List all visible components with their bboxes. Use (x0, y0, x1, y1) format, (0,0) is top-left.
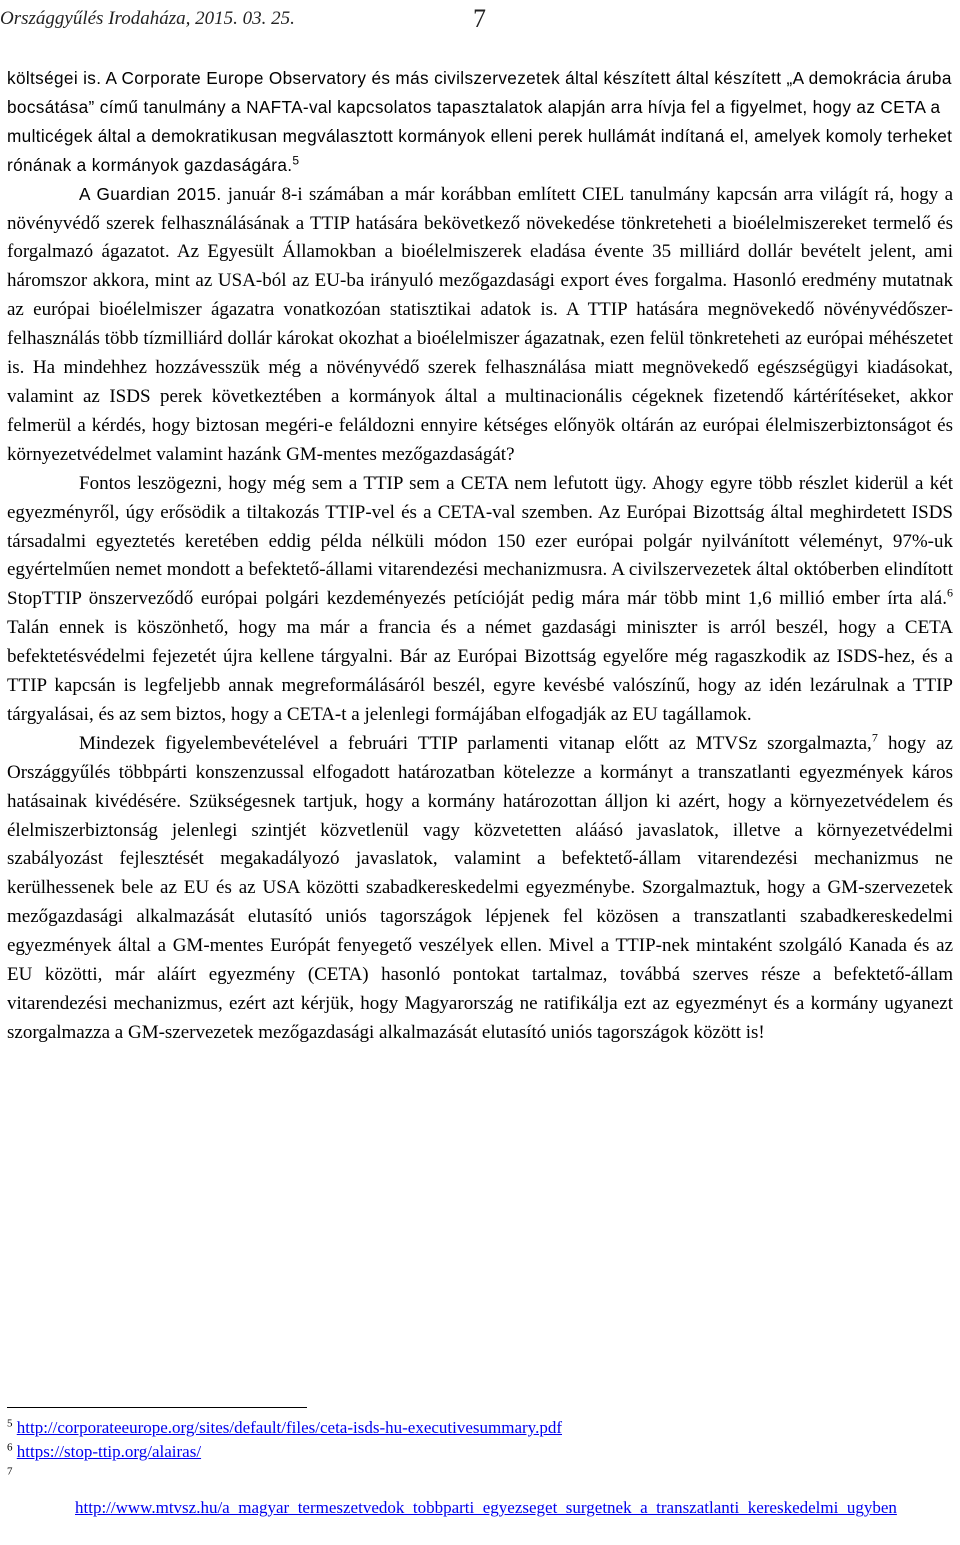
page-header (0, 4, 960, 40)
footnote-7-link-wrapper (75, 1496, 955, 1520)
header-title: Országgyűlés Irodaháza, 2015. 03. 25. (0, 8, 295, 29)
footnote-separator (7, 1407, 307, 1408)
paragraph-1-text: költségei is. A Corporate Europe Observatory és más civilszervezetek által készített által készített „A demokrácia áruba bocsátása” című tanulmány a NAFTA-val kapcsolatos tapasztalatok alapján arra hívja fel a figyelmet, hogy az CETA a multicégek által a demokratikusan megválasztott kormányok elleni perek hullámát indítaná el, amelyek komoly terheket rónának a kormányok gazdaságára. (7, 68, 953, 175)
footnote-5-link[interactable]: http://corporateeurope.org/sites/default/files/ceta-isds-hu-executivesummary.pdf (16, 1418, 562, 1437)
footnote-ref-5: 5 (292, 152, 300, 167)
paragraph-3-text-a: Fontos leszögezni, hogy még sem a TTIP sem a CETA nem lefutott ügy. Ahogy egyre több részlet kiderül a két egyezményről, úgy erősödik a tiltakozás TTIP-vel és a CETA-val szemben. Az Európai Bizottság által meghirdetett ISDS társadalmi egyeztetés keretében eddig példa nélküli módon 150 ezer európai polgár nyilvánított véleményt, 97%-uk egyértelműen nemet mondott a befektető-állami vitarendezési mechanizmusra. A civilszervezetek által októberben elindított StopTTIP önszerveződő európai polgári kezdeményezés petícióját pedig mára már több mint 1,6 millió ember írta alá. (7, 472, 953, 610)
footnote-ref-6: 6 (947, 585, 953, 600)
footnote-ref-7: 7 (871, 730, 878, 745)
footnote-5-number: 5 (7, 1417, 13, 1430)
paragraph-2-text: január 8-i számában a már korábban említett CIEL tanulmány kapcsán arra világít rá, hogy a növényvédő szerek felhasználásának a TTIP hatására bekövetkező növekedése tönkreteheti a bioélelmiszereket termelő és forgalmazó ágazatot. Az Egyesült Államokban a bioélelmiszerek eladása évente 35 milliárd dollár bevételt jelent, ami háromszor akkora, mint az USA-ból az EU-ba irányuló mezőgazdasági export éves forgalma. Hasonló eredmény mutatnak az európai bioélelmiszer ágazatra vonatkozóan statisztikai adatok is. A TTIP hatására megnövekedő növényvédőszer-felhasználás több tízmilliárd dollár károkat okozhat a bioélelmiszer ágazatnak, ezen felül tönkreteheti az európai méhészetet is. Ha mindehhez hozzávesszük még a növényvédő szerek felhasználása miatt megnövekedő egészségügyi kiadásokat, valamint az ISDS perek következtében a kormányok által a multinacionális cégeknek fizetendő kártérítéseket, akkor felmerül a kérdés, hogy biztosan megéri-e feláldozni ennyire kétséges előnyök oltárán az európai élelmiszerbiztonságot és környezetvédelmet valamint hazánk GM-mentes mezőgazdaságát? (7, 183, 953, 465)
page-number: 7 (473, 4, 486, 33)
footnote-5 (7, 1416, 953, 1440)
paragraph-3 (7, 470, 953, 730)
paragraph-1 (7, 64, 953, 180)
paragraph-2 (7, 180, 953, 470)
paragraph-3-text-b: Talán ennek is köszönhető, hogy ma már a francia és a német gazdasági miniszter is arról beszél, hogy a CETA befektetésvédelmi fejezetét újra kellene tárgyalni. Bár az Európai Bizottság egyelőre még ragaszkodik az ISDS-hez, és a TTIP kapcsán is legfeljebb annak megreformálásáról beszél, egyre kevésbé valószínű, hogy az idén lezárulnak a TTIP tárgyalásai, és az sem biztos, hogy a CETA-t a jelenlegi formájában elfogadják az EU tagállamok. (7, 617, 953, 725)
document-body (7, 64, 953, 1048)
footnote-7-link[interactable]: http://www.mtvsz.hu/a_magyar_termeszetvedok_tobbparti_egyezseget_surgetnek_a_transzatlanti_kereskedelmi_ugyben (75, 1498, 897, 1517)
footnote-7-number: 7 (7, 1465, 13, 1478)
paragraph-4-text-a: Mindezek figyelembevételével a februári TTIP parlamenti vitanap előtt az MTVSz szorgalmazta, (79, 732, 872, 754)
footnote-7 (7, 1464, 953, 1488)
footnote-6-number: 6 (7, 1441, 13, 1454)
footnote-6 (7, 1440, 953, 1464)
paragraph-4-text-b: hogy az Országgyűlés többpárti konszenzussal elfogadott határozatban kötelezze a kormányt a transzatlanti egyezmények káros hatásainak kivédésére. Szükségesnek tartjuk, hogy a kormány határozottan álljon ki azért, hogy a környezetvédelem és élelmiszerbiztonság jelenlegi szintjét közvetlenül vagy közvetetten aláásó javaslatok, illetve a környezetvédelmi szabályozást fejlesztését megakadályozó javaslatok, valamint a befektető-állam vitarendezési mechanizmus ne kerülhessenek bele az EU és az USA közötti szabadkereskedelmi egyezménybe. Szorgalmaztuk, hogy a GM-szervezetek mezőgazdasági alkalmazását elutasító uniós tagországok lépjenek fel közösen a transzatlanti szabadkereskedelmi egyezmények által a GM-mentes Európát fenyegető veszélyek ellen. Mivel a TTIP-nek mintaként szolgáló Kanada és az EU közötti, már aláírt egyezmény (CETA) hasonló pontokat tartalmaz, továbbá szerves része a befektető-állam vitarendezési mechanizmus, ezért azt kérjük, hogy Magyarország ne ratifikálja ezt az egyezményt és a kormány ugyanezt szorgalmazza a GM-szervezetek mezőgazdasági alkalmazását elutasító uniós tagországok között is! (7, 732, 953, 1043)
paragraph-2-lead: A Guardian 2015. (79, 183, 222, 204)
footnotes (7, 1407, 953, 1488)
paragraph-4 (7, 730, 953, 1048)
footnote-6-link[interactable]: https://stop-ttip.org/alairas/ (16, 1442, 202, 1461)
